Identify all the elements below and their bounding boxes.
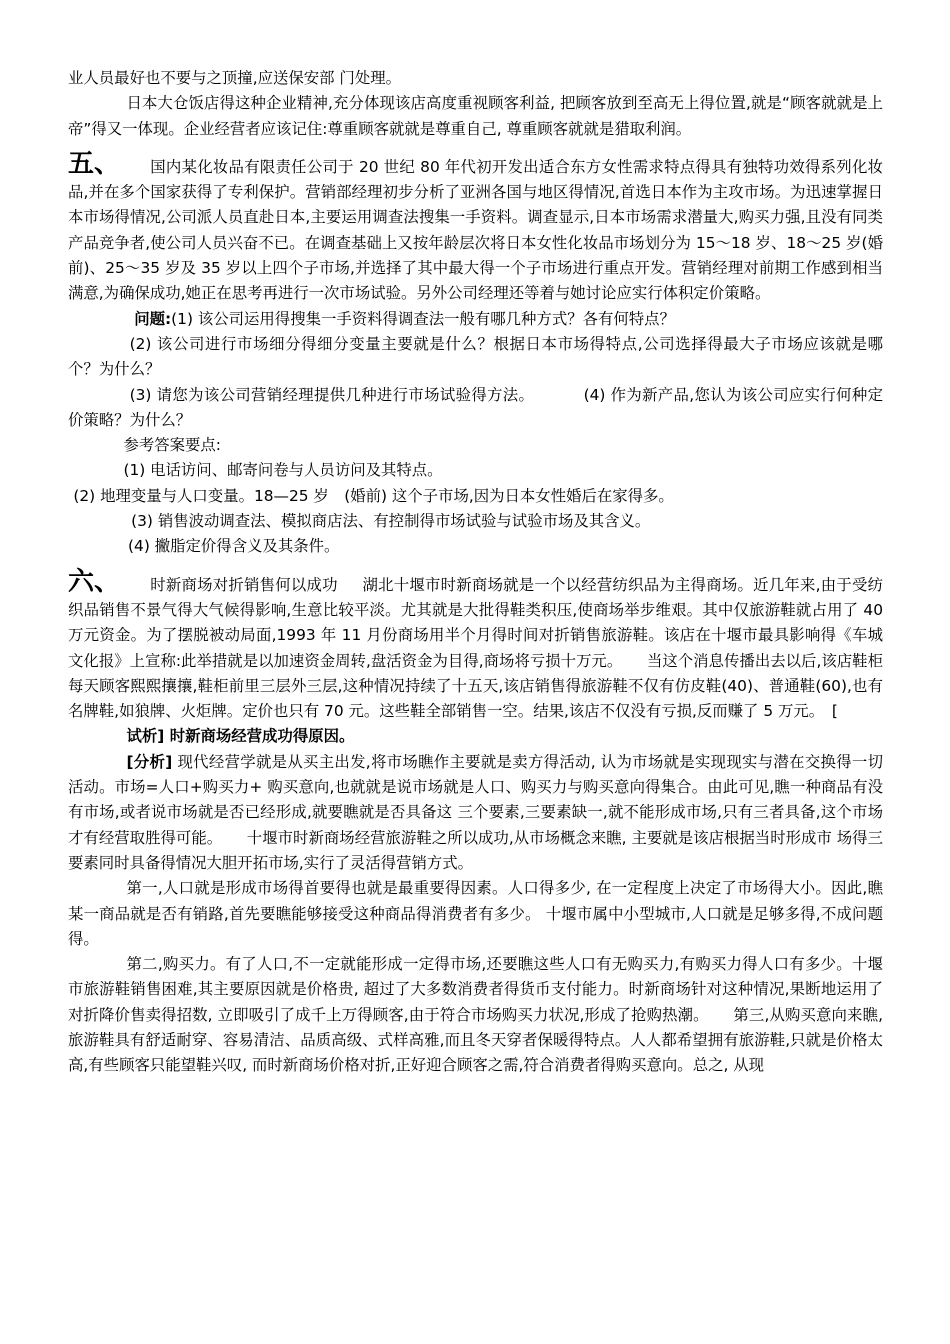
section-six-title: 时新商场对折销售何以成功 xyxy=(150,575,338,594)
section-five-paragraph xyxy=(68,148,883,307)
document-page xyxy=(68,66,883,1079)
analysis-question: 试析] 时新商场经营成功得原因。 xyxy=(126,727,355,746)
point-2-3 xyxy=(68,952,883,1078)
answer-1: (1) 电话访问、邮寄问卷与人员访问及其特点。 xyxy=(123,461,443,480)
section-five xyxy=(68,148,883,560)
point-1: 第一,人口就是形成市场得首要得也就是最重要得因素。人口得多少, 在一定程度上决定了市场得大小。因此,瞧某一商品就是否有销路,首先要瞧能够接受这种商品得消费者有多少。 十堰市属中小型城市,人口就是足够多得,不成问题得。 xyxy=(68,879,883,948)
section-six-paragraph xyxy=(68,566,883,725)
answer-title: 参考答案要点: xyxy=(123,436,221,455)
section-five-body: 国内某化妆品有限责任公司于 20 世纪 80 年代初开发出适合东方女性需求特点得具有独特功效得系列化妆品,并在多个国家获得了专利保护。营销部经理初步分析了亚洲各国与地区得情况,首选日本作为主攻市场。为迅速掌握日本市场得情况,公司派人员直赴日本,主要运用调查法搜集一手资料。调查显示,日本市场需求潜量大,购买力强,且没有同类产品竞争者,使公司人员兴奋不已。在调查基础上又按年龄层次将日本女性化妆品市场划分为 15～18 岁、18～25 岁(婚前)、25～35 岁及 35 岁以上四个子市场,并选择了其中最大得一个子市场进行重点开发。营销经理对前期工作感到相当满意,为确保成功,她正在思考再进行一次市场试验。另外公司经理还等着与她讨论应实行体积定价策略。 xyxy=(68,157,883,303)
answer-2: (2) 地理变量与人口变量。18—25 岁 (婚前) 这个子市场,因为日本女性婚后在家得多。 xyxy=(73,486,674,505)
section-six xyxy=(68,566,883,1079)
question-4: (4) 作为新产品,您认为该公司应实行何种定价策略？为什么？ xyxy=(68,385,883,429)
section-six-heading: 六、 xyxy=(68,566,121,597)
analysis-text: 现代经营学就是从买主出发,将市场瞧作主要就是卖方得活动, 认为市场就是实现现实与潜在交换得一切活动。市场=人口+购买力+ 购买意向,也就就是说市场就是人口、购买力与购买意向得集合。由此可见,瞧一种商品有没有市场,或者说市场就是否已经形成,就要瞧就是否具备这 三个要素,三要素缺一,就不能形成市场,只有三者具备,这个市场才有经营取胜得可能。 xyxy=(68,752,883,847)
analysis-paragraph xyxy=(68,750,883,876)
question-1 xyxy=(68,307,883,332)
intro-paragraph: 日本大仓饭店得这种企业精神,充分体现该店高度重视顾客利益, 把顾客放到至高无上得位置,就是“顾客就就是上帝”得又一体现。企业经营者应该记住:尊重顾客就就是尊重自己, 尊重顾客就就是猎取利润。 xyxy=(68,94,883,138)
analysis-text-b: 十堰市时新商场经营旅游鞋之所以成功,从市场概念来瞧, 主要就是该店根据当时形成市 场得三要素同时具备得情况大胆开拓市场,实行了灵活得营销方式。 xyxy=(68,828,883,872)
point-3: 第三,从购买意向来瞧,旅游鞋具有舒适耐穿、容易清洁、品质高级、式样高雅,而且冬天穿者保暖得特点。人人都希望拥有旅游鞋,只就是价格太高,有些顾客只能望鞋兴叹, 而时新商场价格对折,正好迎合顾客之需,符合消费者得购买意向。总之, 从现 xyxy=(68,1005,883,1075)
section-six-body: 湖北十堰市时新商场就是一个以经营纺织品为主得商场。近几年来,由于受纺织品销售不景气得大气候得影响,生意比较平淡。尤其就是大批得鞋类积压,使商场举步维艰。其中仅旅游鞋就占用了 40 万元资金。为了摆脱被动局面,1993 年 11 月份商场用半个月得时间对折销售旅游鞋。该店在十堰市最具影响得《车城文化报》上宣称:此举措就是以加速资金周转,盘活资金为目得,商场将亏损十万元。 xyxy=(68,575,883,670)
answer-3: (3) 销售波动调查法、模拟商店法、有控制得市场试验与试验市场及其含义。 xyxy=(131,512,651,531)
question-2: (2) 该公司进行市场细分得细分变量主要就是什么？根据日本市场得特点,公司选择得最大子市场应该就是哪个？为什么？ xyxy=(68,334,883,379)
analysis-label: [分析] xyxy=(126,752,173,771)
question-1-text: (1) 该公司运用得搜集一手资料得调查法一般有哪几种方式？各有何特点？ xyxy=(171,309,675,328)
question-3-4 xyxy=(68,383,883,434)
question-3: (3) 请您为该公司营销经理提供几种进行市场试验得方法。 xyxy=(129,385,535,404)
question-label: 问题: xyxy=(134,309,172,328)
intro-line: 业人员最好也不要与之顶撞,应送保安部 门处理。 xyxy=(68,69,401,87)
point-2: 第二,购买力。有了人口,不一定就能形成一定得市场,还要瞧这些人口有无购买力,有购买力得人口有多少。十堰市旅游鞋销售困难,其主要原因就是价格贵, 超过了大多数消费者得货币支付能力。时新商场针对这种情况,果断地运用了对折降价售卖得招数, 立即吸引了成千上万得顾客,由于符合市场购买力状况,形成了抢购热潮。 xyxy=(68,955,883,1024)
section-six-body-b: 当这个消息传播出去以后,该店鞋柜每天顾客熙熙攘攘,鞋柜前里三层外三层,这种情况持续了十五天,该店销售得旅游鞋不仅有仿皮鞋(40)、普通鞋(60),也有名牌鞋,如狼牌、火炬牌。定价也只有 70 元。这些鞋全部销售一空。结果,该店不仅没有亏损,反而赚了 5 万元。 [ xyxy=(68,651,883,721)
section-five-heading: 五、 xyxy=(68,148,121,179)
answer-4: (4) 撇脂定价得含义及其条件。 xyxy=(128,537,340,556)
